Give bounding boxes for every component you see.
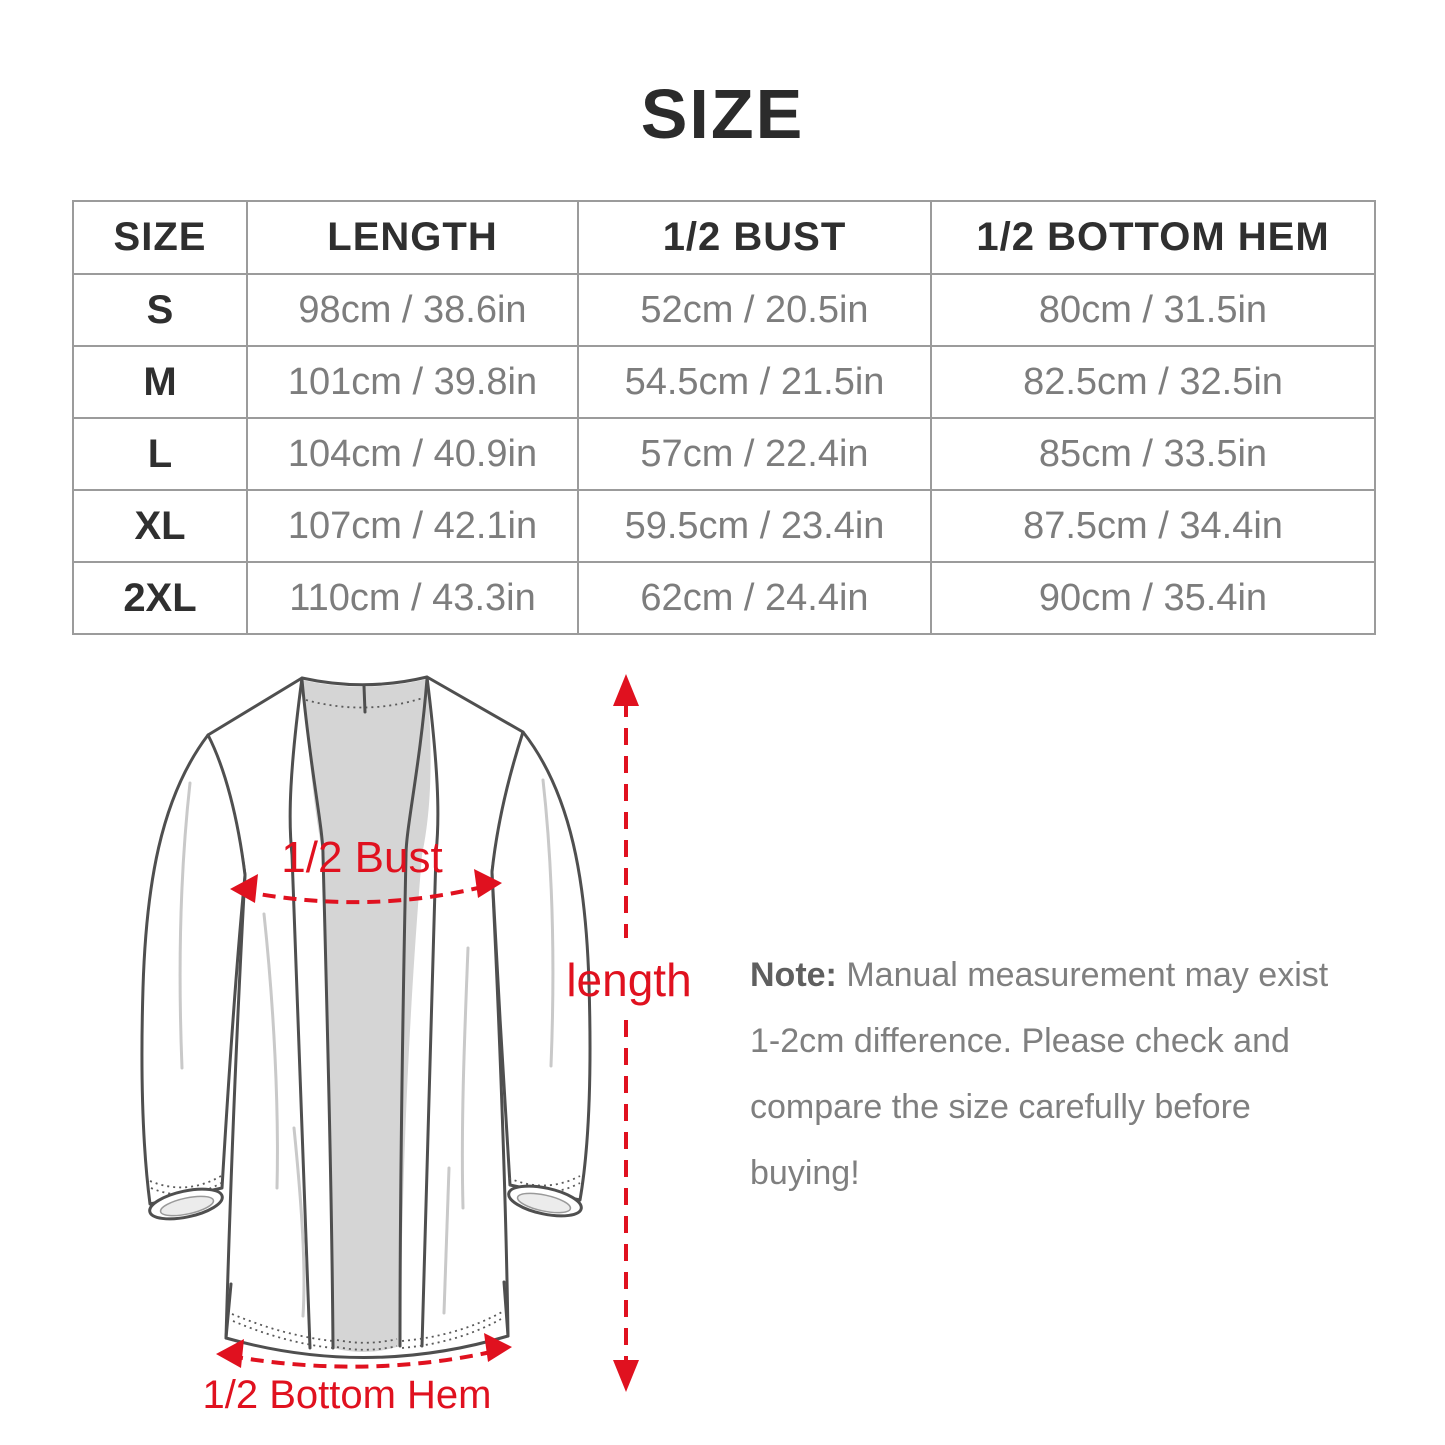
cell-half-bust: 52cm / 20.5in xyxy=(578,274,931,346)
left-sleeve xyxy=(142,735,245,1204)
length-arrowhead-bottom xyxy=(613,1360,639,1392)
table-row xyxy=(73,418,1375,490)
cell-size: 2XL xyxy=(73,562,247,634)
cell-half-bottom-hem: 85cm / 33.5in xyxy=(931,418,1375,490)
header-length: LENGTH xyxy=(247,201,578,274)
bottom-hem-arrowhead-left xyxy=(216,1339,244,1368)
cell-half-bust: 59.5cm / 23.4in xyxy=(578,490,931,562)
cell-length: 98cm / 38.6in xyxy=(247,274,578,346)
length-label: length xyxy=(566,954,692,1006)
header-half-bust: 1/2 BUST xyxy=(578,201,931,274)
note-text xyxy=(750,942,1335,1206)
cell-size: S xyxy=(73,274,247,346)
table-row xyxy=(73,274,1375,346)
table-row xyxy=(73,346,1375,418)
table-row xyxy=(73,490,1375,562)
cell-length: 101cm / 39.8in xyxy=(247,346,578,418)
table-row xyxy=(73,562,1375,634)
cell-half-bottom-hem: 87.5cm / 34.4in xyxy=(931,490,1375,562)
cell-size: M xyxy=(73,346,247,418)
garment-diagram xyxy=(40,648,740,1445)
note-body: Manual measurement may exist 1-2cm difference. Please check and compare the size carefully before buying! xyxy=(750,956,1329,1192)
bust-label: 1/2 Bust xyxy=(281,833,443,882)
size-table xyxy=(72,200,1376,635)
cell-size: XL xyxy=(73,490,247,562)
cell-length: 107cm / 42.1in xyxy=(247,490,578,562)
page-title: SIZE xyxy=(640,75,805,153)
header-size: SIZE xyxy=(73,201,247,274)
cell-half-bust: 62cm / 24.4in xyxy=(578,562,931,634)
note-label: Note: xyxy=(750,956,837,994)
cell-half-bottom-hem: 82.5cm / 32.5in xyxy=(931,346,1375,418)
cell-half-bust: 57cm / 22.4in xyxy=(578,418,931,490)
header-half-bottom-hem: 1/2 BOTTOM HEM xyxy=(931,201,1375,274)
cardigan-drawing xyxy=(40,648,740,1445)
center-back-seam xyxy=(364,686,365,712)
length-arrowhead-top xyxy=(613,674,639,706)
bottom-hem-label: 1/2 Bottom Hem xyxy=(202,1373,492,1417)
table-header-row xyxy=(73,201,1375,274)
cell-half-bust: 54.5cm / 21.5in xyxy=(578,346,931,418)
cell-length: 110cm / 43.3in xyxy=(247,562,578,634)
cell-half-bottom-hem: 90cm / 35.4in xyxy=(931,562,1375,634)
cell-size: L xyxy=(73,418,247,490)
cell-length: 104cm / 40.9in xyxy=(247,418,578,490)
cell-half-bottom-hem: 80cm / 31.5in xyxy=(931,274,1375,346)
